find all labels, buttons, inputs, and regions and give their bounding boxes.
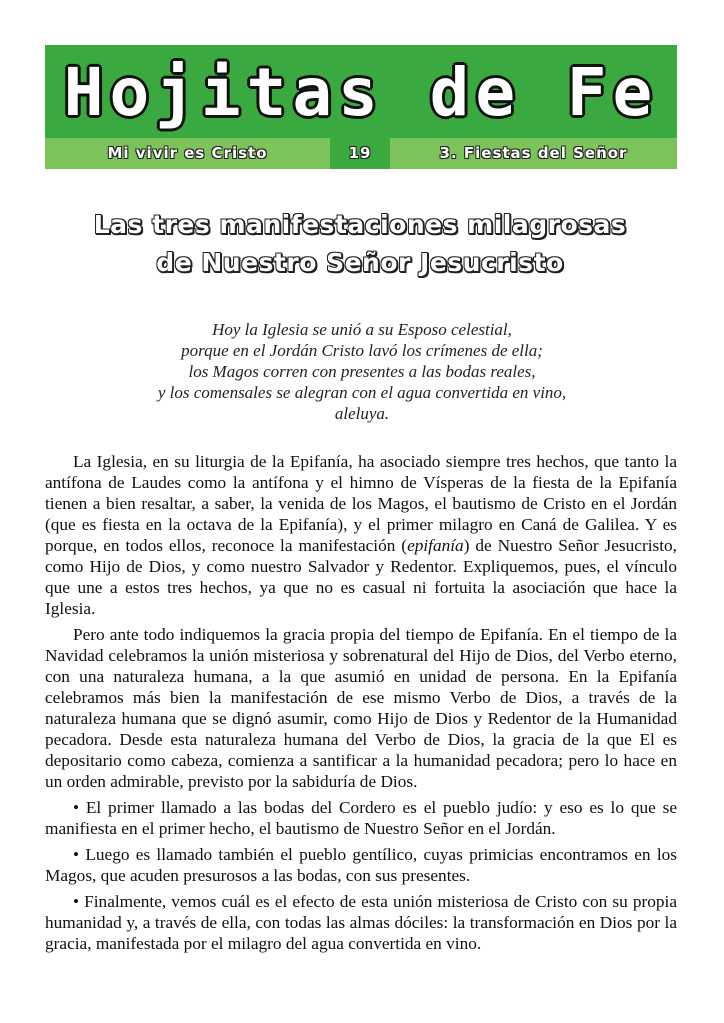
- paragraph: Pero ante todo indiquemos la gracia propia del tiempo de Epifanía. En el tiempo de la Navidad celebramos la unión misteriosa y sobrenatural del Hijo de Dios, del Verbo eterno, con una naturaleza humana, a la que asumió en unidad de persona. En la Epifanía celebramos más bien la manifestación de ese mismo Verbo de Dios, a través de la naturaleza humana que se dignó asumir, como Hijo de Dios y Redentor de la Humanidad pecadora. Desde esta naturaleza humana del Verbo de Dios, la gracia de la que El es depositario como cabeza, comienza a santificar a la humanidad pecadora; pero lo hace en un orden admirable, previsto por la sabiduría de Dios.: [45, 625, 677, 791]
- antiphon-line: porque en el Jordán Cristo lavó los crímenes de ella;: [181, 341, 543, 360]
- antiphon-line: y los comensales se alegran con el agua convertida en vino,: [157, 383, 567, 402]
- article-body: [45, 451, 677, 959]
- masthead-banner: [45, 45, 677, 169]
- bullet-paragraph: • Finalmente, vemos cuál es el efecto de esta unión misteriosa de Cristo con su propia humanidad y, a través de ella, con todas las almas dóciles: la transformación en Dios por la gracia, manifestada por el milagro del agua convertida en vino.: [45, 892, 677, 953]
- masthead-info-bar: [45, 138, 677, 169]
- section-label: 3. Fiestas del Señor: [390, 138, 677, 169]
- article-title: [60, 206, 660, 282]
- paragraph-text: ) de Nuestro Señor Jesucristo, como Hijo de Dios, y como nuestro Salvador y Redentor. Expliquemos, pues, el vínculo que une a estos tres hechos, ya que no es casual ni fortuita la asociación que hace la Iglesia.: [45, 536, 677, 618]
- paragraph: [45, 451, 677, 619]
- masthead-title: Hojitas de Fe: [63, 54, 659, 131]
- antiphon-quote: [80, 319, 644, 424]
- issue-number: 19: [330, 138, 390, 169]
- bullet-paragraph: • El primer llamado a las bodas del Cordero es el pueblo judío: y eso es lo que se manifiesta en el primer hecho, el bautismo de Nuestro Señor en el Jordán.: [45, 798, 677, 838]
- antiphon-line: Hoy la Iglesia se unió a su Esposo celestial,: [212, 320, 512, 339]
- paragraph-text: La Iglesia, en su liturgia de la Epifanía, ha asociado siempre tres hechos, que tanto la antífona de Laudes como la antífona y el himno de Vísperas de la fiesta de la Epifanía tienen a bien resaltar, a saber, la venida de los Magos, el bautismo de Cristo en el Jordán (que es fiesta en la octava de la Epifanía), y el primer milagro en Caná de Galilea. Y es porque, en todos ellos, reconoce la manifestación (: [45, 452, 677, 555]
- bullet-paragraph: • Luego es llamado también el pueblo gentílico, cuyas primicias encontramos en los Magos, que acuden presurosos a las bodas, con sus presentes.: [45, 845, 677, 885]
- article-title-line: de Nuestro Señor Jesucristo: [156, 248, 564, 277]
- article-title-line: Las tres manifestaciones milagrosas: [93, 210, 627, 239]
- series-label: Mi vivir es Cristo: [45, 138, 330, 169]
- antiphon-line: aleluya.: [334, 404, 390, 423]
- antiphon-line: los Magos corren con presentes a las bodas reales,: [188, 362, 536, 381]
- emphasized-word: epifanía: [407, 536, 464, 555]
